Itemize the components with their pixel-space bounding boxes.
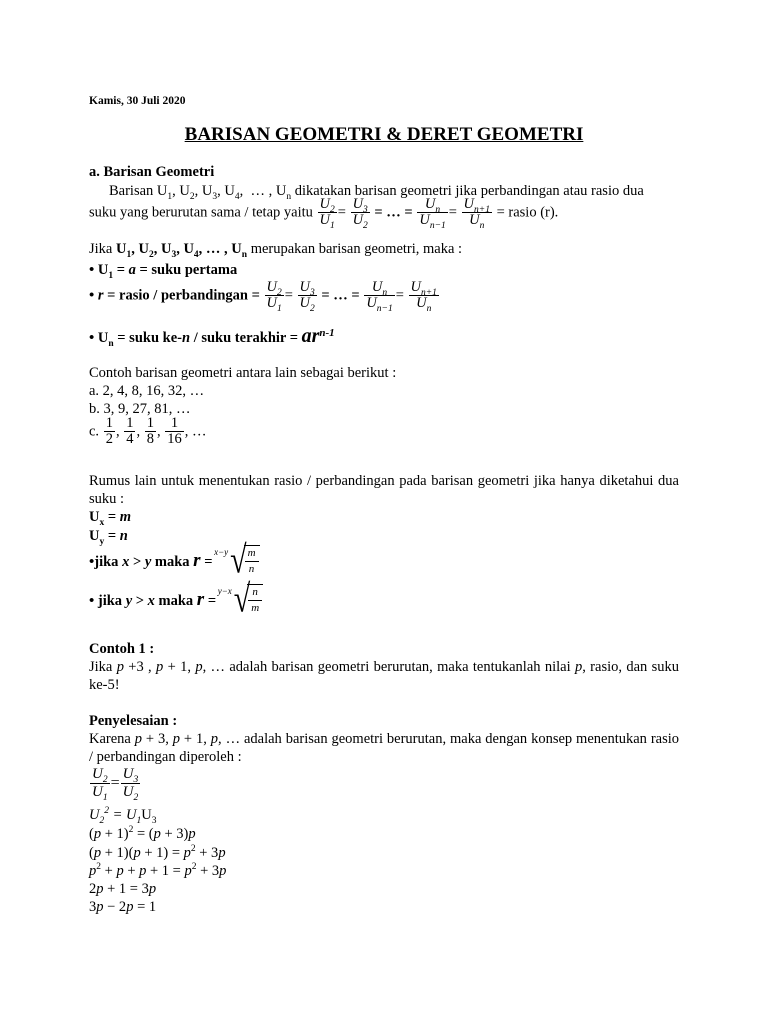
ux-equals-m: $U_x = m$ xyxy=(89,509,132,528)
step-1: $U_2^2 = U_1U_3$ xyxy=(89,806,157,826)
document-date: Kamis, 30 Juli 2020 xyxy=(89,95,186,107)
step-5: 2p + 1 = 3p xyxy=(89,881,157,897)
contoh-intro: Contoh barisan geometri antara lain sebagai berikut : xyxy=(89,365,397,381)
contoh-1-text: Jika p +3 , p + 1, p, … adalah barisan geometri berurutan, maka tentukanlah nilai p, rasio, dan suku ke-5! xyxy=(89,659,679,693)
rumus-lain-text: Rumus lain untuk menentukan rasio / perbandingan pada barisan geometri jika hanya diketahui dua suku : xyxy=(89,473,679,507)
step-4: $p^2 + p + p + 1 = p^2 + 3p$ xyxy=(89,862,227,879)
section-a-heading: a. Barisan Geometri xyxy=(89,164,215,180)
fraction-un-un1: $\frac{U_n}{U_{n-1}}$ xyxy=(419,196,446,231)
document-title: BARISAN GEOMETRI & DERET GEOMETRI xyxy=(184,124,584,145)
contoh-1-heading: Contoh 1 : xyxy=(89,641,155,657)
case-x-greater-y: •jika x > y maka r = x−y √ $\frac{m}{n}$ xyxy=(89,545,260,577)
jika-line: Jika $U_1$, $U_2$, $U_3$, $U_4$, … , $U_n$ merupakan barisan geometri, maka : xyxy=(89,241,463,260)
penyelesaian-text: Karena p + 3, p + 1, p, … adalah barisan geometri berurutan, maka dengan konsep menentukan rasio / perbandingan diperoleh : xyxy=(89,731,680,765)
bullet-rasio: • r = rasio / perbandingan = $\frac{U_2}{U_1}$ = $\frac{U_3}{U_2}$ = … = $\frac{U_n}{U_{n-1}}$ = $\frac{U_{n+1}}{U_n}$ xyxy=(89,279,437,314)
uy-equals-n: $U_y = n$ xyxy=(89,528,128,547)
step-3: $(p + 1)(p + 1) = p^2 + 3p$ xyxy=(89,844,226,861)
intro-line-2: suku yang berurutan sama / tetap yaitu $\frac{U_2}{U_1}$ = $\frac{U_3}{U_2}$ = … = $\frac{U_n}{U_{n-1}}$ = $\frac{U_{n+1}}{U_n}$ = rasio (r). xyxy=(89,196,559,231)
case-y-greater-x: • jika y > x maka r = y−x √ $\frac{n}{m}$ xyxy=(89,584,263,616)
fraction-u2-u1: $\frac{U_2}{U_1}$ xyxy=(319,196,335,231)
fraction-equality: $\frac{U_2}{U_1}$ = $\frac{U_3}{U_2}$ xyxy=(92,766,139,803)
example-b: b. 3, 9, 27, 81, … xyxy=(89,401,191,417)
radical-x-minus-y: x−y √ $\frac{m}{n}$ xyxy=(216,545,259,577)
step-2: $(p + 1)^2 = (p + 3)p$ xyxy=(89,825,196,842)
penyelesaian-heading: Penyelesaian : xyxy=(89,713,178,729)
bullet-suku-pertama: • $U_1 = a$ = suku pertama xyxy=(89,262,238,281)
intro-line-1: Barisan $U_1$, $U_2$, $U_3$, $U_4$, … , $U_n$ dikatakan barisan geometri jika perbandingan atau rasio dua xyxy=(109,183,644,202)
bullet-suku-ke-n: • $U_n$ = suku ke-n / suku terakhir = $ar^{n-1}$ xyxy=(89,325,335,349)
radical-y-minus-x: y−x √ $\frac{n}{m}$ xyxy=(220,584,263,616)
step-6: 3p − 2p = 1 xyxy=(89,899,157,915)
fraction-u3-u2: $\frac{U_3}{U_2}$ xyxy=(352,196,368,231)
fraction-un1-un: $\frac{U_{n+1}}{U_n}$ xyxy=(463,196,490,231)
example-a: a. 2, 4, 8, 16, 32, … xyxy=(89,383,205,399)
example-c: c. $\frac{1}{2}$ , $\frac{1}{4}$ , $\frac{1}{8}$ , $\frac{1}{16}$ , … xyxy=(89,415,207,447)
